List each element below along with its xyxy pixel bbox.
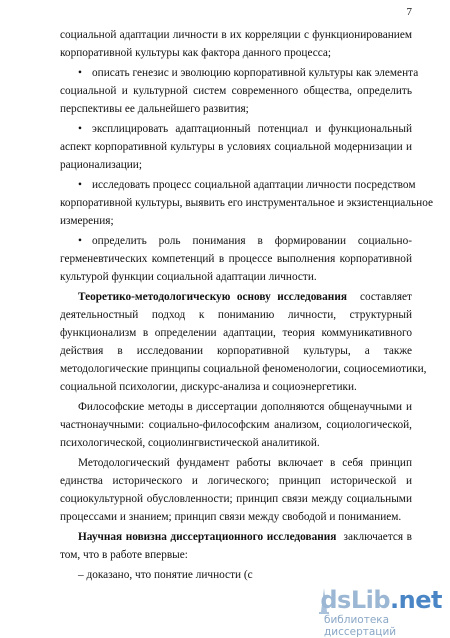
bullet-text: описать генезис и эволюцию корпоративной культуры как элемента xyxy=(92,67,419,79)
text-line: Методологический фундамент работы включает в себя принцип xyxy=(78,457,412,469)
text-line: частнонаучными: социально-философским анализом, социологической, xyxy=(60,419,412,431)
text-line: культурой функции социальной адаптации личности. xyxy=(60,271,317,283)
text-line: функционализм в определении адаптации, теория коммуникативного xyxy=(60,327,412,339)
text-line: корпоративной культуры как фактора данного процесса; xyxy=(60,47,332,59)
text-line: рационализации; xyxy=(60,159,142,171)
text-line: корпоративной культуры, выявить его инструментальное и экзистенциальное xyxy=(60,197,434,209)
text-line: процессами и знанием; принцип связи между свободой и пониманием. xyxy=(60,511,402,523)
bullet-text: определить роль понимания в формировании социально- xyxy=(92,235,412,247)
heading-line xyxy=(78,290,412,304)
bullet-icon: • xyxy=(78,179,82,191)
bullet-item xyxy=(78,234,412,248)
bullet-text: исследовать процесс социальной адаптации личности посредством xyxy=(92,179,416,191)
text-line: Философские методы в диссертации дополняются общенаучными и xyxy=(78,401,412,413)
text-line: деятельностный подход к пониманию личности, структурный xyxy=(60,309,412,321)
watermark-logo: dsLib.net xyxy=(320,586,442,614)
text-fragment: заключается в xyxy=(343,531,412,543)
text-line: социальной адаптации личности в их корреляции с функционированием xyxy=(60,29,412,41)
bullet-icon: • xyxy=(78,123,82,135)
text-line: социальной и культурной систем современного общества, определить xyxy=(60,85,412,97)
text-line: социальной психологии, дискурс-анализа и социоэнергетики. xyxy=(60,381,357,393)
bullet-icon: • xyxy=(78,235,82,247)
text-line: перспективы ее дальнейшего развития; xyxy=(60,103,249,115)
text-line: психологической, социолингвистической аналитикой. xyxy=(60,437,320,449)
bullet-icon: • xyxy=(78,67,82,79)
text-line: единства исторического и логического; принцип исторической и xyxy=(60,475,412,487)
text-line: измерения; xyxy=(60,215,114,227)
bold-term: Теоретико-методологическую основу исследования xyxy=(78,291,347,303)
bullet-item xyxy=(78,122,412,136)
text-line: методологические принципы социальной феноменологии, социосемиотики, xyxy=(60,363,427,375)
text-line: социокультурной обусловленности; принцип связи между социальными xyxy=(60,493,412,505)
text-line: действия в исследовании корпоративной культуры, а также xyxy=(60,345,412,357)
bullet-text: эксплицировать адаптационный потенциал и функциональный xyxy=(92,123,412,135)
heading-line xyxy=(78,530,412,544)
text-line: аспект корпоративной культуры в условиях социальной модернизации и xyxy=(60,141,412,153)
bullet-item xyxy=(78,66,419,80)
site-watermark xyxy=(320,586,442,638)
text-line: герменевтических компетенций в процессе выполнения корпоративной xyxy=(60,253,412,265)
text-fragment: составляет xyxy=(359,291,412,303)
bullet-item xyxy=(78,178,416,192)
watermark-subtitle: библиотека диссертаций xyxy=(324,614,397,638)
text-line: – доказано, что понятие личности (с xyxy=(78,569,253,581)
text-line: том, что в работе впервые: xyxy=(60,549,188,561)
bold-term: Научная новизна диссертационного исследования xyxy=(78,531,337,543)
page-number: 7 xyxy=(406,6,412,18)
